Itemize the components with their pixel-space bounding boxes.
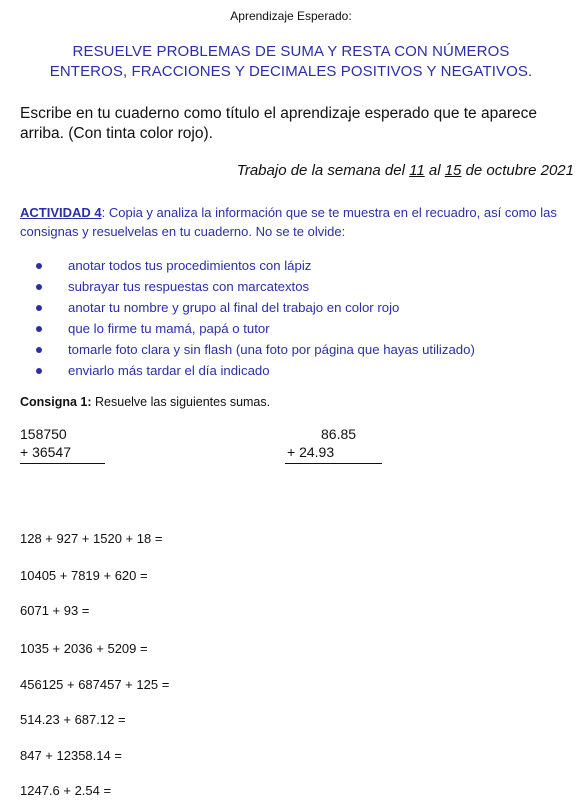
title-line-1: RESUELVE PROBLEMAS DE SUMA Y RESTA CON NÚMEROS [72,43,510,60]
sum-exercise-4: 1035 + 2036 + 5209 = [20,641,148,656]
page-title [0,42,582,82]
consigna-heading [20,395,270,409]
week-from: 11 [409,162,425,179]
sum-exercise-7: 847 + 12358.14 = [20,748,122,763]
sum-exercise-8: 1247.6 + 2.54 = [20,783,112,798]
list-item: anotar todos tus procedimientos con lápiz [34,255,475,276]
week-line [237,162,574,179]
consigna-text: Resuelve las siguientes sumas. [91,395,271,409]
consigna-label: Consigna 1: [20,395,92,409]
addend-top: 158750 [20,426,67,442]
list-item: enviarlo más tardar el día indicado [34,360,475,381]
week-middle: al [424,162,445,179]
list-item: subrayar tus respuestas con marcatextos [34,276,475,297]
sum-exercise-6: 514.23 + 687.12 = [20,712,126,727]
instruction-text: Escribe en tu cuaderno como título el aprendizaje esperado que te aparece arriba. (Con tinta color rojo). [20,105,538,142]
list-item: que lo firme tu mamá, papá o tutor [34,318,475,339]
vertical-sum-1 [20,425,105,464]
addend-bottom: + 36547 [20,444,71,460]
title-line-2: ENTEROS, FRACCIONES Y DECIMALES POSITIVOS Y NEGATIVOS. [49,63,533,80]
list-item: anotar tu nombre y grupo al final del trabajo en color rojo [34,297,475,318]
sum-exercise-5: 456125 + 687457 + 125 = [20,677,170,692]
activity-paragraph [20,203,576,241]
vertical-sum-2 [285,425,382,464]
activity-text: : Copia y analiza la información que se te muestra en el recuadro, así como las consignas y resuelvelas en tu cuaderno. No se te olvide: [20,205,557,239]
sum-exercise-3: 6071 + 93 = [20,603,90,618]
week-suffix: de octubre 2021 [461,162,574,179]
addend-bottom: + 24.93 [287,444,335,460]
sum-line [285,463,382,464]
sum-line [20,463,105,464]
addend-top: 86.85 [321,426,357,442]
sum-exercise-1: 128 + 927 + 1520 + 18 = [20,531,163,546]
week-to: 15 [444,162,462,179]
reminder-list [34,255,475,381]
sum-exercise-2: 10405 + 7819 + 620 = [20,568,148,583]
list-item: tomarle foto clara y sin flash (una foto por página que hayas utilizado) [34,339,475,360]
activity-tag: ACTIVIDAD 4 [20,205,102,220]
header-label: Aprendizaje Esperado: [230,9,352,23]
week-prefix: Trabajo de la semana del [236,162,410,179]
